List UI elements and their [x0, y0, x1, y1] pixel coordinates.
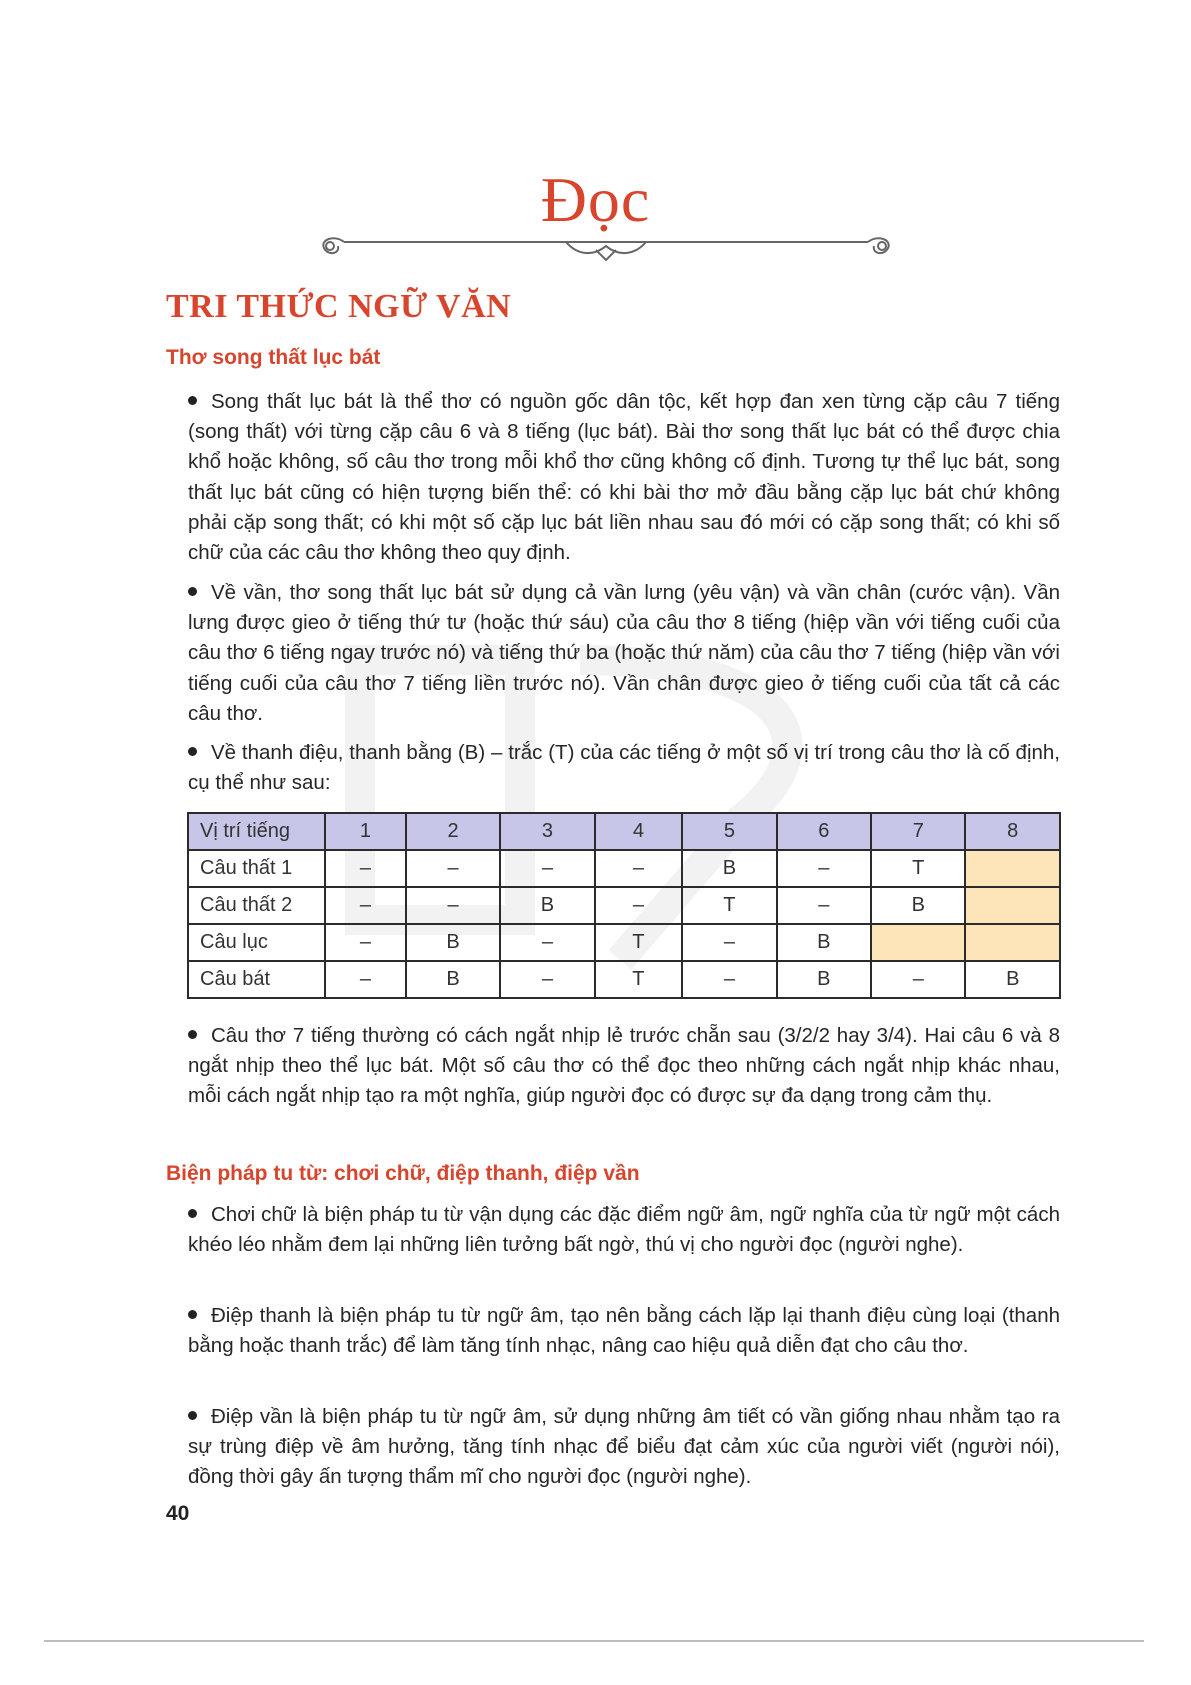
- table-cell: B: [500, 887, 594, 924]
- page-title: Đọc: [540, 164, 651, 235]
- table-cell-empty: [965, 887, 1060, 924]
- table-cell: T: [871, 850, 965, 887]
- table-cell: –: [325, 961, 406, 998]
- bullet-icon: [188, 396, 197, 405]
- table-cell: –: [500, 961, 594, 998]
- subsection-title: Biện pháp tu từ: chơi chữ, điệp thanh, điệp vần: [166, 1162, 640, 1185]
- table-cell: B: [777, 924, 871, 961]
- table-cell-empty: [965, 924, 1060, 961]
- page-number: 40: [166, 1502, 190, 1525]
- paragraph: Chơi chữ là biện pháp tu từ vận dụng các đặc điểm ngữ âm, ngữ nghĩa của từ ngữ một cách khéo léo nhằm đem lại những liên tưởng bất ngờ, thú vị cho người đọc (người nghe).: [188, 1203, 1060, 1257]
- table-header-cell: 8: [965, 813, 1060, 850]
- bullet-icon: [188, 1209, 197, 1218]
- paragraph: Điệp vần là biện pháp tu từ ngữ âm, sử dụng những âm tiết có vần giống nhau nhằm tạo ra sự trùng điệp về âm hưởng, tăng tính nhạc để biểu đạt cảm xúc của người viết (người nói), đồng thời gây ấn tượng thẩm mĩ cho người đọc (người nghe).: [188, 1405, 1060, 1489]
- table-cell: –: [777, 887, 871, 924]
- table-cell: –: [595, 850, 683, 887]
- table-cell: B: [682, 850, 776, 887]
- table-cell: Câu thất 2: [188, 887, 325, 924]
- table-cell: T: [682, 887, 776, 924]
- table-cell: B: [871, 887, 965, 924]
- bullet-icon: [188, 1310, 197, 1319]
- table-cell: –: [595, 887, 683, 924]
- bullet-icon: [188, 587, 197, 596]
- table-row: [188, 924, 1060, 961]
- table-cell: B: [777, 961, 871, 998]
- table-cell: –: [682, 924, 776, 961]
- table-cell: Câu thất 1: [188, 850, 325, 887]
- paragraph: Về vần, thơ song thất lục bát sử dụng cả vần lưng (yêu vận) và vần chân (cước vận). Vần lưng được gieo ở tiếng thứ tư (hoặc thứ sáu) của câu thơ 8 tiếng (hiệp vần với tiếng cuối của câu thơ 6 tiếng ngay trước nó) và tiếng thứ ba (hoặc thứ năm) của câu thơ 7 tiếng (hiệp vần với tiếng cuối của câu thơ 7 tiếng liền trước nó). Vần chân được gieo ở tiếng cuối của tất cả các câu thơ.: [188, 581, 1060, 725]
- table-cell-empty: [965, 850, 1060, 887]
- table-cell: –: [871, 961, 965, 998]
- table-cell: T: [595, 924, 683, 961]
- table-header-cell: 5: [682, 813, 776, 850]
- table-header-cell: 7: [871, 813, 965, 850]
- footer-divider: [44, 1640, 1144, 1642]
- section-title: TRI THỨC NGỮ VĂN: [166, 288, 512, 325]
- table-cell: –: [500, 924, 594, 961]
- table-header-cell: 1: [325, 813, 406, 850]
- table-cell: T: [595, 961, 683, 998]
- title-ornament-divider: [316, 230, 896, 266]
- table-header-row: [188, 813, 1060, 850]
- table-header-cell: Vị trí tiếng: [188, 813, 325, 850]
- table-cell: –: [325, 850, 406, 887]
- table-header-cell: 3: [500, 813, 594, 850]
- table-cell: –: [406, 850, 500, 887]
- table-cell: –: [406, 887, 500, 924]
- table-cell: –: [500, 850, 594, 887]
- paragraph: Song thất lục bát là thể thơ có nguồn gốc dân tộc, kết hợp đan xen từng cặp câu 7 tiếng (song thất) với từng cặp câu 6 và 8 tiếng (lục bát). Bài thơ song thất lục bát có thể được chia khổ hoặc không, số câu thơ trong mỗi khổ thơ cũng không cố định. Tương tự thể lục bát, song thất lục bát cũng có hiện tượng biến thể: có khi bài thơ mở đầu bằng cặp lục bát chứ không phải cặp song thất; có khi một số cặp lục bát liền nhau sau đó mới có cặp song thất; có khi số chữ của các câu thơ không theo quy định.: [188, 390, 1060, 565]
- bullet-icon: [188, 747, 197, 756]
- table-row: [188, 850, 1060, 887]
- tone-table: [187, 812, 1061, 999]
- table-cell: Câu lục: [188, 924, 325, 961]
- table-cell: Câu bát: [188, 961, 325, 998]
- paragraph: Điệp thanh là biện pháp tu từ ngữ âm, tạo nên bằng cách lặp lại thanh điệu cùng loại (thanh bằng hoặc thanh trắc) để làm tăng tính nhạc, nâng cao hiệu quả diễn đạt cho câu thơ.: [188, 1304, 1060, 1358]
- table-row: [188, 961, 1060, 998]
- table-cell: –: [325, 887, 406, 924]
- table-cell: –: [325, 924, 406, 961]
- bullet-icon: [188, 1411, 197, 1420]
- bullet-icon: [188, 1030, 197, 1039]
- table-cell: –: [777, 850, 871, 887]
- table-row: [188, 887, 1060, 924]
- table-header-cell: 2: [406, 813, 500, 850]
- table-cell-empty: [871, 924, 965, 961]
- table-cell: B: [406, 924, 500, 961]
- paragraph: Về thanh điệu, thanh bằng (B) – trắc (T) của các tiếng ở một số vị trí trong câu thơ là cố định, cụ thể như sau:: [188, 741, 1060, 795]
- table-cell: –: [682, 961, 776, 998]
- table-cell: B: [965, 961, 1060, 998]
- subsection-title: Thơ song thất lục bát: [166, 346, 381, 369]
- table-cell: B: [406, 961, 500, 998]
- table-header-cell: 6: [777, 813, 871, 850]
- paragraph: Câu thơ 7 tiếng thường có cách ngắt nhịp lẻ trước chẵn sau (3/2/2 hay 3/4). Hai câu 6 và 8 ngắt nhịp theo thể lục bát. Một số câu thơ có thể đọc theo những cách ngắt nhịp khác nhau, mỗi cách ngắt nhịp tạo ra một nghĩa, giúp người đọc có được sự đa dạng trong cảm thụ.: [188, 1024, 1060, 1108]
- table-header-cell: 4: [595, 813, 683, 850]
